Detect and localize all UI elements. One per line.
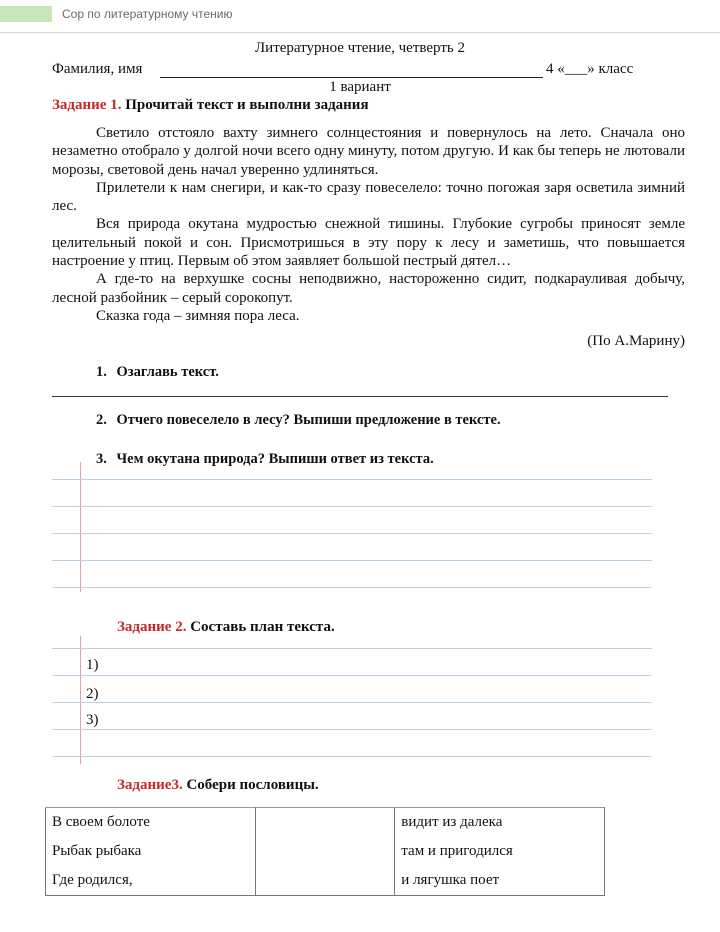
proverb-gap (255, 808, 395, 838)
proverb-end: там и пригодился (395, 837, 605, 866)
name-label: Фамилия, имя (52, 61, 143, 77)
question-3 (96, 451, 434, 468)
ruled-margin-line (80, 636, 81, 764)
name-fill-line (160, 77, 543, 78)
ruled-line (52, 506, 652, 507)
plan-item: 2) (86, 686, 99, 702)
ruled-line (52, 702, 652, 703)
answer-line (52, 396, 668, 397)
ruled-line (52, 675, 652, 676)
author-credit: (По А.Марину) (587, 333, 685, 349)
task2-heading (117, 619, 335, 636)
task1-label: Задание 1. (52, 97, 122, 113)
task3-heading (117, 777, 319, 794)
table-row (46, 866, 605, 896)
proverb-end: и лягушка поет (395, 866, 605, 896)
ruled-line (52, 756, 652, 757)
task3-text: Собери пословицы. (186, 777, 319, 793)
page-title: Литературное чтение, четверть 2 (255, 40, 465, 56)
proverb-gap (255, 837, 395, 866)
grade-label: 4 «___» класс (546, 61, 634, 77)
document-tab-bar (0, 0, 720, 33)
paragraph: Светило отстояло вахту зимнего солнцестояния и повернулось на лето. Сначала оно незаметно отобрало у долгой ночи всего одну минуту, потом другую. И как бы теперь не лютовали морозы, световой день начал уверенно удлиняться. (52, 125, 685, 178)
table-row (46, 837, 605, 866)
table-row (46, 808, 605, 838)
task2-text: Составь план текста. (190, 619, 335, 635)
proverb-start: В своем болоте (46, 808, 256, 838)
proverb-gap (255, 866, 395, 896)
variant-label: 1 вариант (329, 79, 391, 95)
proverb-end: видит из далека (395, 808, 605, 838)
task1-heading (52, 97, 369, 114)
ruled-line (52, 587, 652, 588)
plan-item: 1) (86, 657, 99, 673)
question-number: 1. (96, 364, 107, 380)
ruled-line (52, 729, 652, 730)
task2-label: Задание 2. (117, 619, 187, 635)
proverb-start: Рыбак рыбака (46, 837, 256, 866)
paragraph: Сказка года – зимняя пора леса. (96, 307, 300, 324)
question-number: 2. (96, 412, 107, 428)
proverbs-table (45, 807, 605, 896)
question-text: Озаглавь текст. (116, 364, 219, 380)
paragraph: Прилетели к нам снегири, и как-то сразу повеселело: точно погожая заря осветила зимний лес. (52, 179, 685, 215)
document-tab-title[interactable]: Сор по литературному чтению (62, 7, 233, 21)
tab-accent (0, 6, 52, 22)
task1-text: Прочитай текст и выполни задания (125, 97, 369, 113)
task3-label: Задание3. (117, 777, 183, 793)
ruled-line (52, 560, 652, 561)
question-number: 3. (96, 451, 107, 467)
plan-item: 3) (86, 712, 99, 728)
paragraph: Вся природа окутана мудростью снежной тишины. Глубокие сугробы приносят земле целительный покой и сон. Присмотришься в эту пору к лесу и заметишь, что повышается настроение у птиц. Первым об этом заявляет большой пестрый дятел… (52, 216, 685, 270)
ruled-margin-line (80, 462, 81, 592)
paragraph: А где-то на верхушке сосны неподвижно, настороженно сидит, подкарауливая добычу, лесной разбойник – серый сорокопут. (52, 271, 685, 306)
proverb-start: Где родился, (46, 866, 256, 896)
ruled-line (52, 648, 652, 649)
ruled-line (52, 533, 652, 534)
ruled-line (52, 479, 652, 480)
reading-text (52, 124, 685, 325)
question-1 (96, 364, 219, 381)
question-text: Чем окутана природа? Выпиши ответ из текста. (116, 451, 434, 467)
question-text: Отчего повеселело в лесу? Выпиши предложение в тексте. (116, 412, 501, 428)
question-2 (96, 412, 501, 429)
